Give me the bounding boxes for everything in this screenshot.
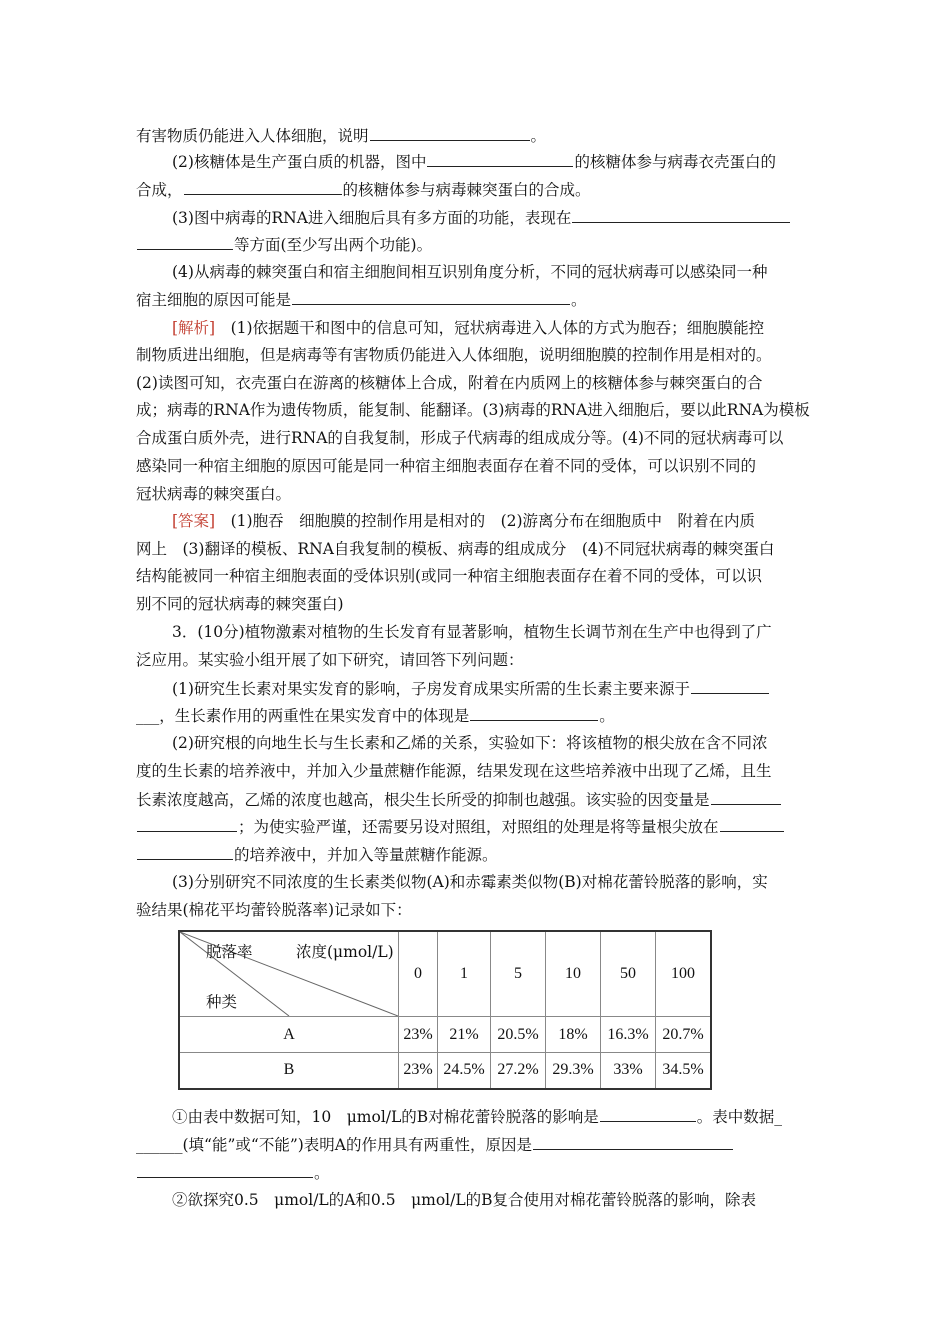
question-line: 的培养液中，并加入等量蔗糖作能源。 <box>136 844 498 864</box>
question-line: ①由表中数据可知，10 μmol/L的B对棉花蕾铃脱落的影响是 。表中数据_ <box>172 1108 782 1126</box>
question-line: ；为使实验严谨，还需要另设对照组，对照组的处理是将等量根尖放在 <box>136 816 785 836</box>
text-line: 宿主细胞的原因可能是 。 <box>136 291 587 309</box>
table-cell: 21% <box>438 1017 491 1053</box>
table-cell: 24.5% <box>438 1053 491 1089</box>
table-cell: 23% <box>399 1053 438 1089</box>
analysis-line: 制物质进出细胞，但是病毒等有害物质仍能进入人体细胞，说明细胞膜的控制作用是相对的。 <box>136 346 772 364</box>
concentration-header: 10 <box>546 931 601 1017</box>
answer-blank[interactable] <box>711 789 781 805</box>
analysis-line: 成；病毒的RNA作为遗传物质，能复制、能翻译。(3)病毒的RNA进入细胞后，要以此RNA为模板 <box>136 401 810 419</box>
analysis-line: 感染同一种宿主细胞的原因可能是同一种宿主细胞表面存在着不同的受体，可以识别不同的 <box>136 457 757 475</box>
table-cell: 27.2% <box>491 1053 546 1089</box>
text-line: 有害物质仍能进入人体细胞，说明 。 <box>136 127 547 145</box>
question-line: 验结果(棉花平均蕾铃脱落率)记录如下： <box>136 901 412 919</box>
answer-blank[interactable] <box>691 678 769 694</box>
question-line: ___，生长素作用的两重性在果实发育中的体现是 。 <box>136 707 615 725</box>
table-cell: 16.3% <box>601 1017 656 1053</box>
answer-blank[interactable] <box>370 125 530 141</box>
answer-line: 别不同的冠状病毒的棘突蛋白) <box>136 595 344 613</box>
answer-blank[interactable] <box>470 705 598 721</box>
answer-blank[interactable] <box>137 1162 313 1178</box>
text-line: (3)图中病毒的RNA进入细胞后具有多方面的功能，表现在 <box>172 207 791 227</box>
question-line: 。 <box>136 1162 330 1182</box>
concentration-header: 100 <box>656 931 712 1017</box>
results-table <box>178 930 712 1090</box>
question-line: (3)分别研究不同浓度的生长素类似物(A)和赤霉素类似物(B)对棉花蕾铃脱落的影响，实 <box>172 873 768 891</box>
answer-blank[interactable] <box>720 816 784 832</box>
answer-blank[interactable] <box>533 1134 733 1150</box>
answer-line: [答案] (1)胞吞 细胞膜的控制作用是相对的 (2)游离分布在细胞质中 附着在内质 <box>172 512 756 530</box>
analysis-tag: [解析] <box>172 319 216 337</box>
concentration-header: 0 <box>399 931 438 1017</box>
analysis-line: 冠状病毒的棘突蛋白。 <box>136 485 292 503</box>
answer-line: 网上 (3)翻译的模板、RNA自我复制的模板、病毒的组成成分 (4)不同冠状病毒的棘突蛋白 <box>136 540 775 558</box>
header-rate: 脱落率 <box>206 943 253 961</box>
answer-line: 结构能被同一种宿主细胞表面的受体识别(或同一种宿主细胞表面存在着不同的受体，可以识 <box>136 567 763 585</box>
concentration-header: 1 <box>438 931 491 1017</box>
answer-blank[interactable] <box>600 1106 696 1122</box>
answer-blank[interactable] <box>572 207 790 223</box>
text-line: 等方面(至少写出两个功能)。 <box>136 234 432 254</box>
row-label: A <box>179 1017 399 1053</box>
answer-blank[interactable] <box>184 179 342 195</box>
header-kind: 种类 <box>206 993 238 1011</box>
concentration-header: 50 <box>601 931 656 1017</box>
table-cell: 18% <box>546 1017 601 1053</box>
table-row <box>179 1053 711 1089</box>
row-label: B <box>179 1053 399 1089</box>
analysis-line: [解析] (1)依据题干和图中的信息可知，冠状病毒进入人体的方式为胞吞；细胞膜能控 <box>172 319 765 337</box>
answer-blank[interactable] <box>137 844 233 860</box>
table-cell: 33% <box>601 1053 656 1089</box>
question-line: 度的生长素的培养液中，并加入少量蔗糖作能源，结果发现在这些培养液中出现了乙烯，且生 <box>136 762 772 780</box>
answer-blank[interactable] <box>292 289 570 305</box>
table-row <box>179 1017 711 1053</box>
question-line: 泛应用。某实验小组开展了如下研究，请回答下列问题： <box>136 651 524 669</box>
question-line: ______(填“能”或“不能”)表明A的作用具有两重性，原因是 <box>136 1134 734 1154</box>
text-line: (4)从病毒的棘突蛋白和宿主细胞间相互识别角度分析，不同的冠状病毒可以感染同一种 <box>172 263 768 281</box>
table-cell: 20.7% <box>656 1017 712 1053</box>
question-line: 3．(10分)植物激素对植物的生长发育有显著影响，植物生长调节剂在生产中也得到了广 <box>172 623 772 641</box>
question-line: (1)研究生长素对果实发育的影响，子房发育成果实所需的生长素主要来源于 <box>172 678 770 698</box>
question-line: (2)研究根的向地生长与生长素和乙烯的关系，实验如下：将该植物的根尖放在含不同浓 <box>172 734 768 752</box>
text-line: (2)核糖体是生产蛋白质的机器，图中 的核糖体参与病毒衣壳蛋白的 <box>172 153 776 171</box>
question-line: ②欲探究0.5 μmol/L的A和0.5 μmol/L的B复合使用对棉花蕾铃脱落的影响，除表 <box>172 1191 757 1209</box>
answer-tag: [答案] <box>172 512 216 530</box>
table-cell: 29.3% <box>546 1053 601 1089</box>
text-line: 合成， 的核糖体参与病毒棘突蛋白的合成。 <box>136 181 591 199</box>
question-line: 长素浓度越高，乙烯的浓度也越高，根尖生长所受的抑制也越强。该实验的因变量是 <box>136 789 782 809</box>
analysis-line: (2)读图可知，衣壳蛋白在游离的核糖体上合成，附着在内质网上的核糖体参与棘突蛋白的合 <box>136 374 763 392</box>
concentration-header: 5 <box>491 931 546 1017</box>
diagonal-header-cell <box>179 931 399 1017</box>
table-cell: 34.5% <box>656 1053 712 1089</box>
table-cell: 23% <box>399 1017 438 1053</box>
answer-blank[interactable] <box>427 151 573 167</box>
header-concentration: 浓度(μmol/L) <box>296 943 394 961</box>
table-cell: 20.5% <box>491 1017 546 1053</box>
answer-blank[interactable] <box>137 234 233 250</box>
answer-blank[interactable] <box>137 816 237 832</box>
analysis-line: 合成蛋白质外壳，进行RNA的自我复制，形成子代病毒的组成成分等。(4)不同的冠状病毒可以 <box>136 429 784 447</box>
